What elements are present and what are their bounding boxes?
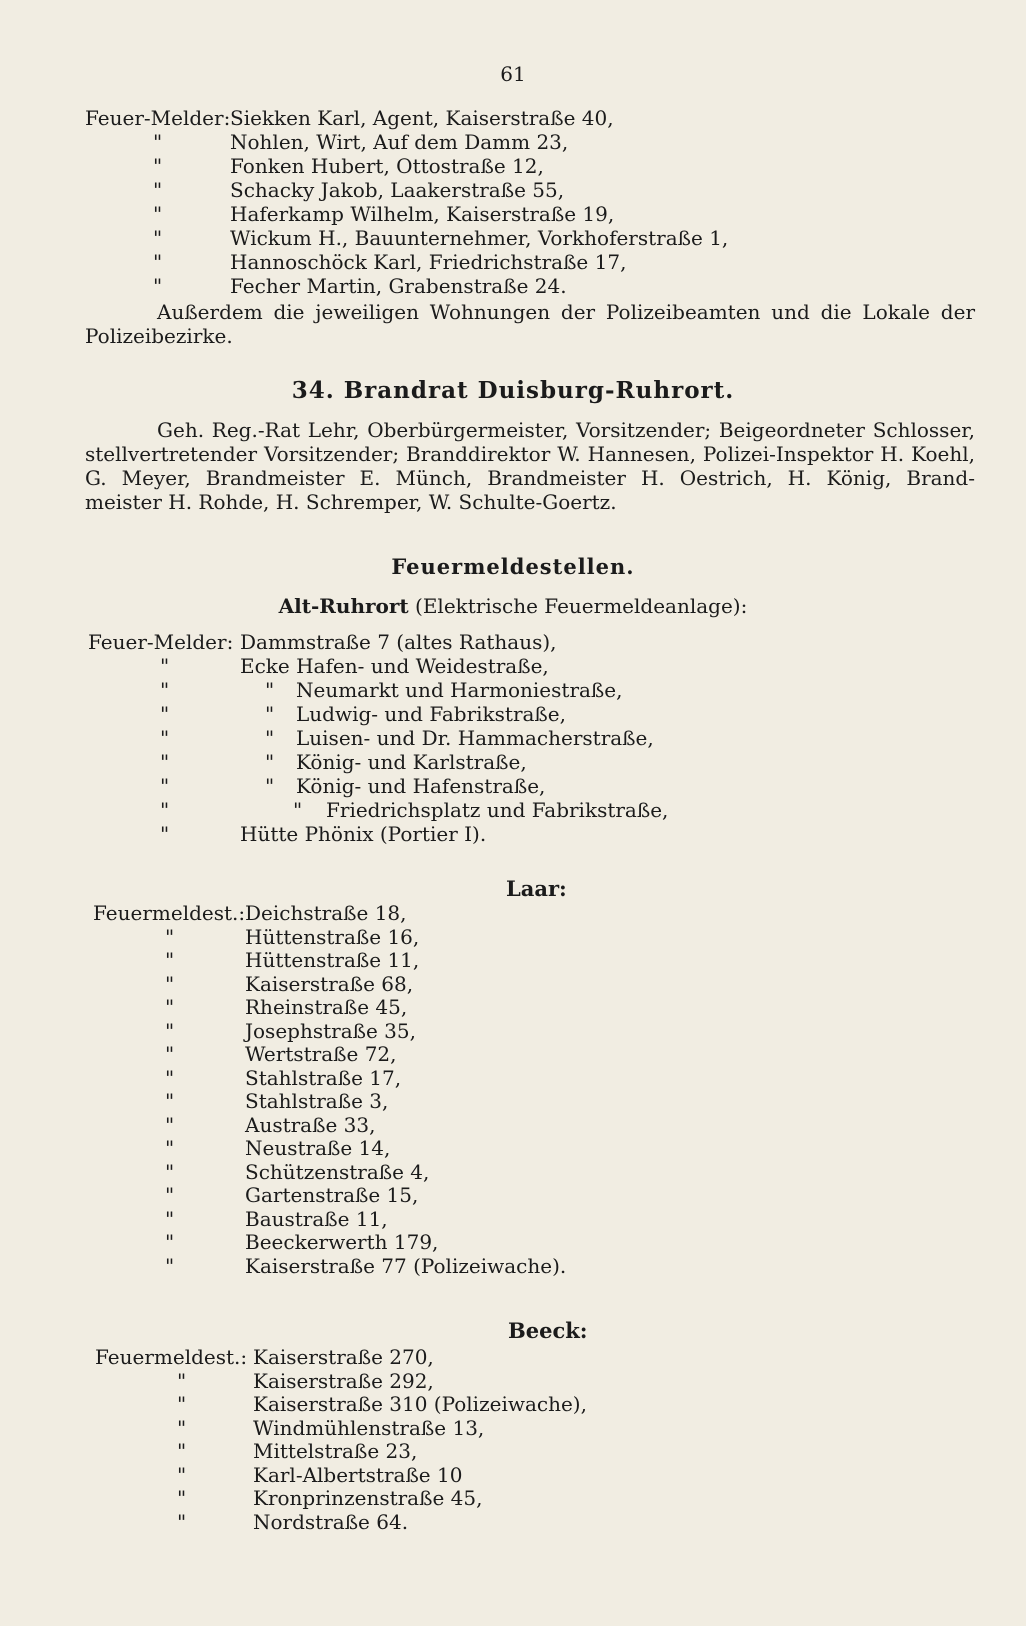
alt-ruhrort-title: Alt-Ruhrort: [278, 594, 409, 618]
ditto-mark: ": [160, 798, 170, 822]
paragraph-line: meister H. Rohde, H. Schremper, W. Schulte-Goertz.: [85, 490, 617, 514]
ditto-mark: ": [265, 702, 275, 726]
section-heading: 34. Brandrat Duisburg-Ruhrort.: [291, 377, 735, 404]
ditto-mark: ": [265, 750, 275, 774]
ditto-mark: ": [177, 1509, 187, 1534]
ditto-mark: ": [165, 1112, 175, 1137]
list-item-text: Fonken Hubert, Ottostraße 12,: [230, 154, 544, 178]
list-item-text: Austraße 33,: [245, 1112, 376, 1137]
beeck-heading: Beeck:: [508, 1318, 588, 1343]
alt-ruhrort-heading: [0, 594, 1026, 618]
list-item-text: Schacky Jakob, Laakerstraße 55,: [230, 178, 565, 202]
ditto-mark: ": [165, 971, 175, 996]
ditto-mark: ": [165, 1183, 175, 1207]
list-item-text: Ecke Hafen- und Weidestraße,: [240, 654, 549, 678]
ditto-mark: ": [160, 678, 170, 702]
ditto-mark: ": [165, 1042, 175, 1066]
list-item-text: Hüttenstraße 11,: [245, 948, 420, 972]
ditto-mark: ": [265, 726, 275, 750]
list-item-text: Kronprinzenstraße 45,: [253, 1486, 483, 1510]
ditto-mark: ": [153, 250, 163, 274]
list-item-text: Wertstraße 72,: [245, 1042, 397, 1066]
ditto-mark: ": [165, 1230, 175, 1254]
melder-label: Feuermeldest.:: [93, 901, 246, 925]
list-item-text: Hannoschöck Karl, Friedrichstraße 17,: [230, 250, 627, 274]
ditto-mark: ": [160, 726, 170, 750]
list-item-text: König- und Hafenstraße,: [296, 774, 546, 798]
paragraph-line: Polizeibezirke.: [85, 324, 233, 348]
list-item-text: Stahlstraße 17,: [245, 1065, 402, 1090]
ditto-mark: ": [165, 1136, 175, 1160]
ditto-mark: ": [160, 702, 170, 726]
ditto-mark: ": [153, 154, 163, 178]
paragraph-line: Außerdem die jeweiligen Wohnungen der Polizeibeamten und die Lokale der: [157, 300, 975, 324]
list-item-text: Deichstraße 18,: [245, 901, 407, 925]
ditto-mark: ": [177, 1462, 187, 1487]
list-item-text: Kaiserstraße 68,: [245, 971, 414, 996]
list-item-text: Hüttenstraße 16,: [245, 924, 420, 949]
ditto-mark: ": [153, 274, 163, 298]
ditto-mark: ": [177, 1415, 187, 1440]
subheading: Feuermeldestellen.: [391, 554, 635, 579]
list-item-text: Neustraße 14,: [245, 1136, 391, 1160]
list-item-text: Kaiserstraße 270,: [253, 1345, 434, 1369]
ditto-mark: ": [165, 1018, 175, 1043]
list-item-text: Friedrichsplatz und Fabrikstraße,: [326, 798, 669, 822]
members-paragraph: [85, 418, 975, 514]
paragraph-line: stellvertretender Vorsitzender; Branddirektor W. Hannesen, Polizei-Inspektor H. Koehl,: [85, 442, 975, 466]
note-paragraph: [85, 300, 975, 348]
melder-label: Feuer-Melder:: [88, 630, 234, 654]
ditto-mark: ": [265, 678, 275, 702]
ditto-mark: ": [153, 130, 163, 154]
list-item-text: Baustraße 11,: [245, 1206, 388, 1231]
paragraph-line: Geh. Reg.-Rat Lehr, Oberbürgermeister, Vorsitzender; Beigeordneter Schlosser,: [157, 418, 975, 442]
ditto-mark: ": [177, 1486, 187, 1510]
alt-ruhrort-subtitle: (Elektrische Feuermeldeanlage):: [408, 594, 748, 618]
ditto-mark: ": [160, 750, 170, 774]
list-item-text: Kaiserstraße 77 (Polizeiwache).: [245, 1253, 567, 1278]
ditto-mark: ": [160, 774, 170, 798]
ditto-mark: ": [165, 1206, 175, 1231]
list-item-text: Hütte Phönix (Portier I).: [240, 822, 487, 846]
ditto-mark: ": [177, 1368, 187, 1393]
list-item-text: Nohlen, Wirt, Auf dem Damm 23,: [230, 130, 569, 154]
ditto-mark: ": [165, 1159, 175, 1184]
list-item-text: Josephstraße 35,: [245, 1018, 416, 1043]
melder-label: Feuer-Melder:: [85, 106, 231, 130]
ditto-mark: ": [160, 822, 170, 846]
list-item-text: Nordstraße 64.: [253, 1509, 409, 1534]
ditto-mark: ": [165, 948, 175, 972]
list-item-text: Beeckerwerth 179,: [245, 1230, 439, 1254]
list-item-text: Siekken Karl, Agent, Kaiserstraße 40,: [230, 106, 614, 130]
list-item-text: König- und Karlstraße,: [296, 750, 527, 774]
list-item-text: Stahlstraße 3,: [245, 1089, 389, 1113]
page-number: 61: [500, 62, 526, 86]
ditto-mark: ": [177, 1392, 187, 1416]
list-item-text: Rheinstraße 45,: [245, 995, 408, 1019]
list-item-text: Kaiserstraße 292,: [253, 1368, 434, 1393]
list-item-text: Dammstraße 7 (altes Rathaus),: [240, 630, 557, 654]
ditto-mark: ": [153, 178, 163, 202]
ditto-mark: ": [165, 1065, 175, 1090]
list-item-text: Schützenstraße 4,: [245, 1159, 430, 1184]
ditto-mark: ": [165, 924, 175, 949]
list-item-text: Mittelstraße 23,: [253, 1439, 418, 1463]
paragraph-line: G. Meyer, Brandmeister E. Münch, Brandmeister H. Oestrich, H. König, Brand-: [85, 466, 975, 490]
ditto-mark: ": [265, 774, 275, 798]
list-item-text: Wickum H., Bauunternehmer, Vorkhoferstraße 1,: [230, 226, 729, 250]
list-item-text: Karl-Albertstraße 10: [253, 1462, 463, 1487]
melder-label: Feuermeldest.:: [95, 1345, 248, 1369]
list-item-text: Fecher Martin, Grabenstraße 24.: [230, 274, 567, 298]
list-item-text: Windmühlenstraße 13,: [253, 1415, 485, 1440]
ditto-mark: ": [160, 654, 170, 678]
ditto-mark: ": [165, 1089, 175, 1113]
list-item-text: Haferkamp Wilhelm, Kaiserstraße 19,: [230, 202, 615, 226]
ditto-mark: ": [153, 226, 163, 250]
list-item-text: Luisen- und Dr. Hammacherstraße,: [296, 726, 654, 750]
list-item-text: Ludwig- und Fabrikstraße,: [296, 702, 566, 726]
ditto-mark: ": [293, 798, 303, 822]
ditto-mark: ": [153, 202, 163, 226]
list-item-text: Gartenstraße 15,: [245, 1183, 419, 1207]
laar-heading: Laar:: [506, 876, 567, 901]
ditto-mark: ": [165, 1253, 175, 1278]
list-item-text: Kaiserstraße 310 (Polizeiwache),: [253, 1392, 587, 1416]
ditto-mark: ": [177, 1439, 187, 1463]
ditto-mark: ": [165, 995, 175, 1019]
list-item-text: Neumarkt und Harmoniestraße,: [296, 678, 623, 702]
